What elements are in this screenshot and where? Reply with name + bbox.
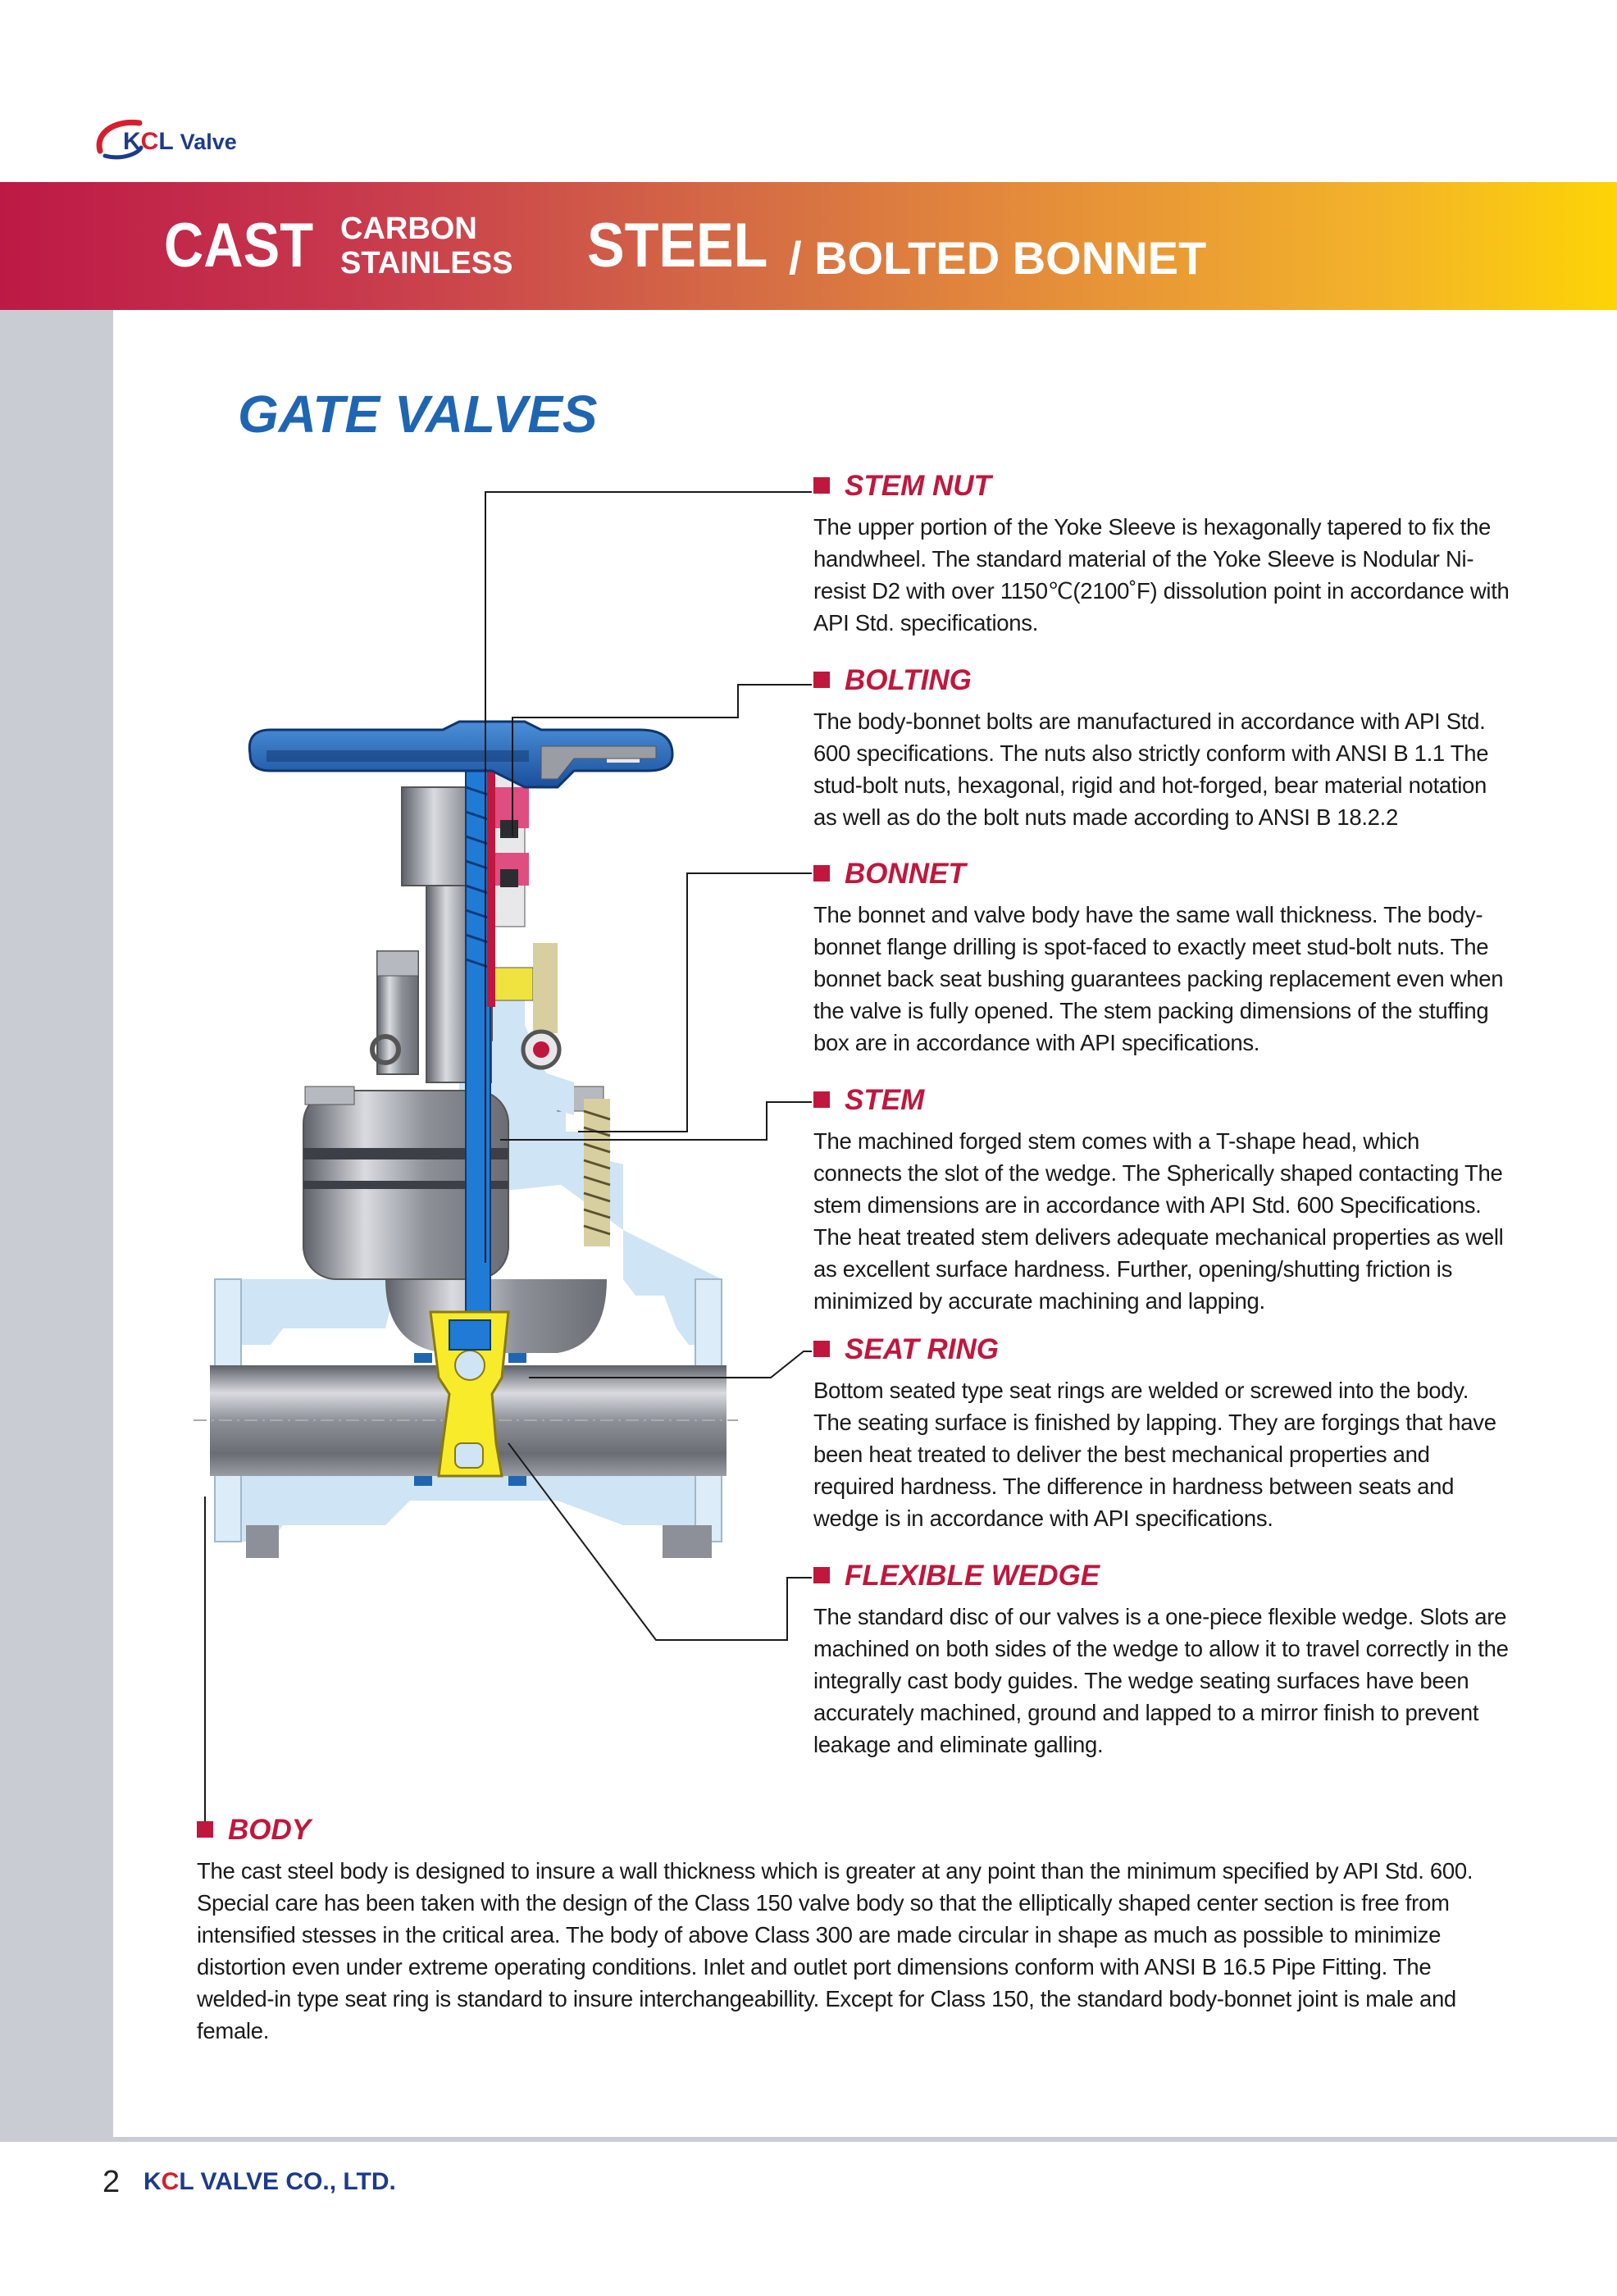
- section-heading: [813, 1560, 1510, 1592]
- logo-c: C: [140, 128, 159, 155]
- footer-k: K: [143, 2168, 162, 2195]
- heading-square-bullet: [813, 477, 830, 494]
- footer-company: [143, 2168, 396, 2196]
- stem-text: The machined forged stem comes with a T-shape head, which connects the slot of the wedge. The Spherically shaped contacting The stem dimensions are in accordance with API Std. 600 Specifications. The heat treated stem delivers adequate mechanical properties as well as excellent surface hardness. Further, opening/shutting friction is minimized by accurate machining and lapping.: [813, 1128, 1504, 1314]
- banner-bolted-bonnet: / BOLTED BONNET: [789, 232, 1207, 284]
- logo-k: K: [123, 128, 141, 155]
- section-body: [197, 1814, 1509, 2047]
- section-bolting: [813, 664, 1510, 833]
- heading-square-bullet: [813, 865, 830, 882]
- section-heading: [813, 1084, 1510, 1117]
- bolting-text: The body-bonnet bolts are manufactured in accordance with API Std. 600 specifications. The nuts also strictly conform with ANSI B 1.1 The stud-bolt nuts, hexagonal, rigid and hot-forged, bear material notation as well as do the bolt nuts made according to ANSI B 18.2.2: [813, 708, 1489, 830]
- seat-ring-title: SEAT RING: [845, 1333, 999, 1365]
- section-bonnet: [813, 858, 1510, 1059]
- section-heading: [813, 470, 1510, 503]
- stem-nut-text: The upper portion of the Yoke Sleeve is hexagonally tapered to fix the handwheel. The standard material of the Yoke Sleeve is Nodular Ni-resist D2 with over 1150℃(2100˚F) dissolution point in accordance with API Std. specifications.: [813, 514, 1510, 636]
- banner-stainless: STAINLESS: [340, 246, 513, 280]
- heading-square-bullet: [813, 1341, 830, 1357]
- heading-square-bullet: [813, 1091, 830, 1108]
- footer-l: L: [179, 2168, 194, 2195]
- banner-carbon: CARBON: [340, 212, 477, 246]
- section-stem: [813, 1084, 1510, 1317]
- bonnet-title: BONNET: [845, 858, 966, 890]
- section-heading: [813, 1333, 1510, 1366]
- section-heading: [197, 1814, 1509, 1847]
- section-stem-nut: [813, 470, 1510, 639]
- heading-square-bullet: [813, 672, 830, 688]
- section-seat-ring: [813, 1333, 1510, 1534]
- logo-l: L: [158, 128, 174, 155]
- logo-valve: Valve: [180, 130, 237, 154]
- flexible-wedge-text: The standard disc of our valves is a one-piece flexible wedge. Slots are machined on both sides of the wedge to allow it to travel correctly in the integrally cast body guides. The wedge seating surfaces have been accurately machined, ground and lapped to a mirror finish to prevent leakage and eliminate galling.: [813, 1604, 1509, 1757]
- body-text: The cast steel body is designed to insure a wall thickness which is greater at any point than the minimum specified by API Std. 600. Special care has been taken with the design of the Class 150 valve body so that the elliptically shaped center section is free from intensified stesses in the critical area. The body of above Class 300 are made circular in shape as much as possible to minimize distortion even under extreme operating conditions. Inlet and outlet port dimensions conform with ANSI B 16.5 Pipe Fitting. The welded-in type seat ring is standard to insure interchangeabillity. Except for Class 150, the standard body-bonnet joint is male and female.: [197, 1858, 1474, 2043]
- section-heading: [813, 664, 1510, 697]
- flexible-wedge-title: FLEXIBLE WEDGE: [845, 1560, 1100, 1592]
- section-heading: [813, 858, 1510, 891]
- section-flexible-wedge: [813, 1560, 1510, 1761]
- body-title: BODY: [228, 1814, 312, 1846]
- page-title: GATE VALVES: [238, 385, 598, 444]
- footer-company-name: VALVE CO., LTD.: [200, 2168, 396, 2195]
- banner-steel: STEEL: [587, 211, 768, 280]
- bolting-title: BOLTING: [845, 664, 972, 696]
- heading-square-bullet: [197, 1821, 213, 1838]
- heading-square-bullet: [813, 1567, 830, 1583]
- bonnet-text: The bonnet and valve body have the same wall thickness. The body-bonnet flange drilling is spot-faced to exactly meet stud-bolt nuts. The bonnet back seat bushing guarantees packing replacement even when the valve is fully opened. The stem packing dimensions of the stuffing box are in accordance with API specifications.: [813, 902, 1504, 1055]
- banner-cast: CAST: [164, 211, 314, 280]
- page-number: 2: [102, 2165, 121, 2199]
- footer-c: C: [161, 2168, 180, 2195]
- stem-title: STEM: [845, 1084, 925, 1116]
- seat-ring-text: Bottom seated type seat rings are welded or screwed into the body. The seating surface is finished by lapping. They are forgings that have been heat treated to deliver the best mechanical properties and required hardness. The difference in hardness between seats and wedge is in accordance with API specifications.: [813, 1378, 1496, 1531]
- stem-nut-title: STEM NUT: [845, 470, 991, 502]
